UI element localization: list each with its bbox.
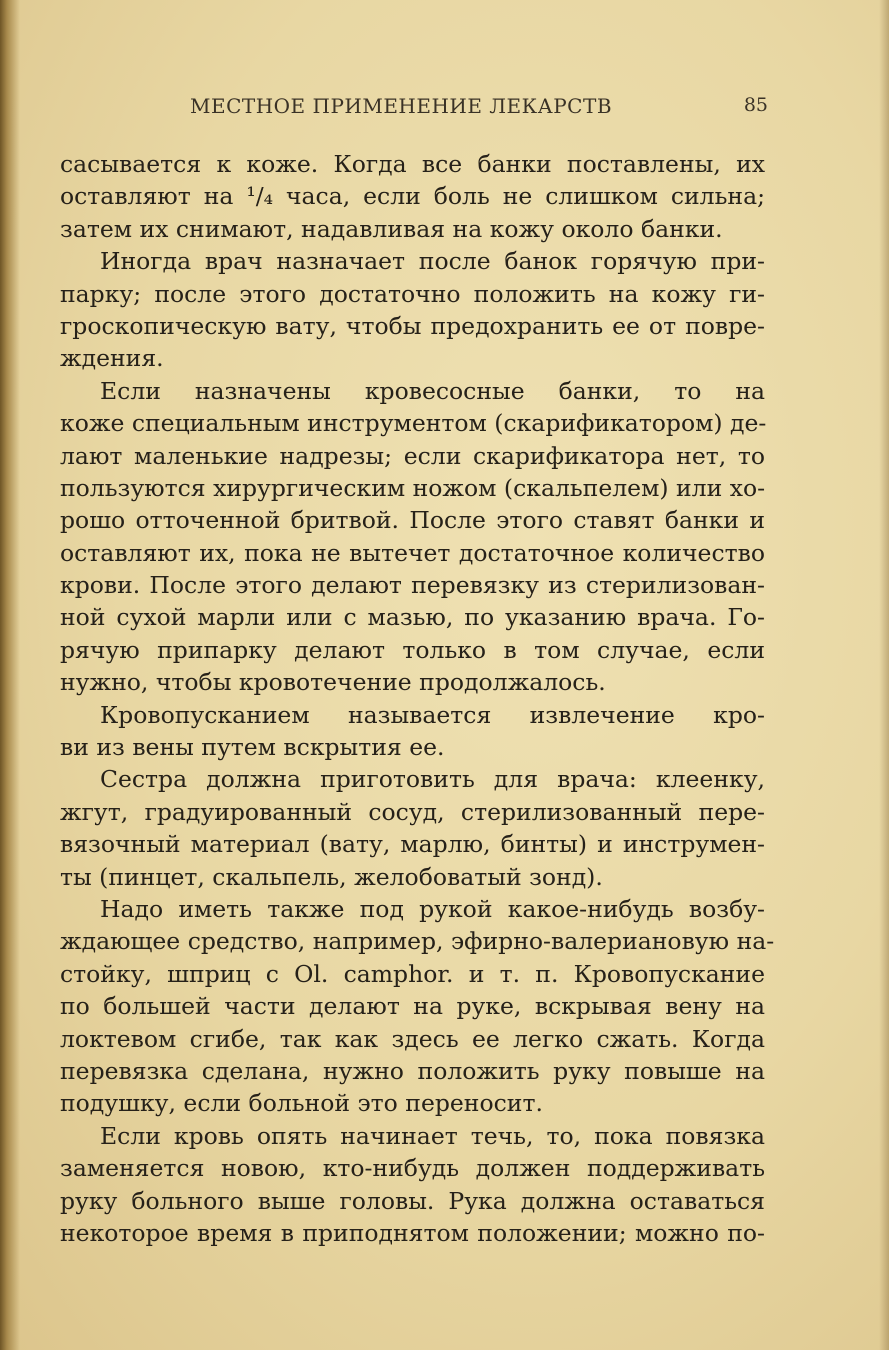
text-line: заменяется новою, кто-нибудь должен поддерживать bbox=[60, 1154, 765, 1183]
text-line: Если назначены кровесосные банки, то на bbox=[100, 376, 765, 405]
text-line: перевязка сделана, нужно положить руку повыше на bbox=[60, 1056, 765, 1085]
text-line: ной сухой марли или с мазью, по указанию врача. Го- bbox=[60, 603, 765, 632]
text-line: локтевом сгибе, так как здесь ее легко сжать. Когда bbox=[60, 1024, 765, 1053]
text-line: рячую припарку делают только в том случае, если bbox=[60, 635, 765, 664]
text-line: ждения. bbox=[60, 344, 164, 373]
text-line: сасывается к коже. Когда все банки поставлены, их bbox=[60, 150, 765, 178]
text-line: Кровопусканием называется извлечение кро- bbox=[100, 700, 765, 729]
text-line: Сестра должна приготовить для врача: клеенку, bbox=[100, 765, 765, 794]
text-line: Надо иметь также под рукой какое-нибудь возбу- bbox=[100, 894, 765, 923]
running-header bbox=[60, 94, 770, 124]
text-line: по большей части делают на руке, вскрывая вену на bbox=[60, 992, 765, 1021]
text-line: ждающее средство, например, эфирно-валериановую на- bbox=[60, 927, 775, 956]
page-edge-shadow bbox=[879, 0, 889, 1350]
body-text bbox=[60, 148, 775, 1249]
running-title: МЕСТНОЕ ПРИМЕНЕНИЕ ЛЕКАРСТВ bbox=[190, 94, 613, 118]
text-line: парку; после этого достаточно положить на кожу ги- bbox=[60, 279, 765, 308]
text-line: гроскопическую вату, чтобы предохранить ее от повре- bbox=[60, 311, 765, 340]
text-line: лают маленькие надрезы; если скарификатора нет, то bbox=[60, 441, 765, 470]
text-line: подушку, если больной это переносит. bbox=[60, 1089, 543, 1118]
page-number: 85 bbox=[743, 94, 768, 116]
text-line: Иногда врач назначает после банок горячую при- bbox=[100, 247, 765, 276]
text-line: оставляют на ¹/₄ часа, если боль не слишком сильна; bbox=[60, 182, 765, 211]
text-line: затем их снимают, надавливая на кожу около банки. bbox=[60, 214, 723, 243]
text-line: жгут, градуированный сосуд, стерилизованный пере- bbox=[60, 797, 765, 826]
text-line: коже специальным инструментом (скарификатором) де- bbox=[60, 409, 767, 438]
text-line: руку больного выше головы. Рука должна оставаться bbox=[60, 1186, 765, 1215]
text-line: оставляют их, пока не вытечет достаточное количество bbox=[60, 538, 765, 567]
spine-shadow bbox=[0, 0, 20, 1350]
text-line: вязочный материал (вату, марлю, бинты) и инструмен- bbox=[60, 830, 765, 859]
text-line: ви из вены путем вскрытия ее. bbox=[60, 733, 445, 762]
text-line: Если кровь опять начинает течь, то, пока повязка bbox=[100, 1121, 765, 1150]
text-line: рошо отточенной бритвой. После этого ставят банки и bbox=[60, 506, 765, 535]
text-line: некоторое время в приподнятом положении; можно по- bbox=[60, 1218, 765, 1247]
text-line: крови. После этого делают перевязку из стерилизован- bbox=[60, 571, 765, 600]
text-line: нужно, чтобы кровотечение продолжалось. bbox=[60, 668, 606, 697]
text-line: стойку, шприц с Ol. camphor. и т. п. Кровопускание bbox=[60, 959, 765, 988]
text-line: ты (пинцет, скальпель, желобоватый зонд). bbox=[60, 862, 603, 891]
text-line: пользуются хирургическим ножом (скальпелем) или хо- bbox=[60, 473, 766, 502]
